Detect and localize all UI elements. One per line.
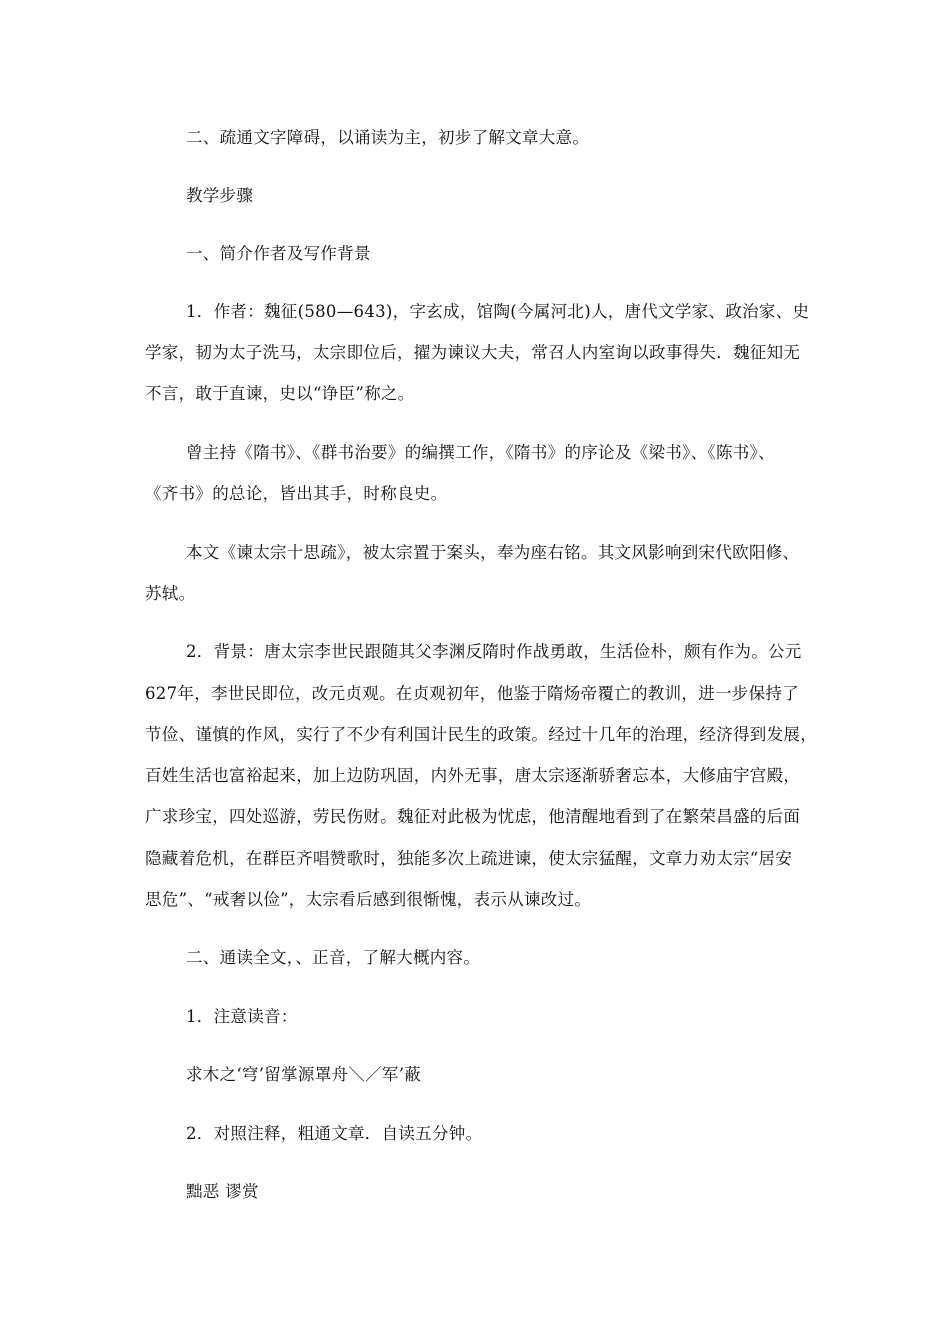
works-para-line: 曾主持《隋书》、《群书治要》的编撰工作，《隋书》的序论及《梁书》、《陈书》、: [186, 443, 775, 462]
section-2-heading: 二、通读全文，、正音，了解大概内容。: [186, 948, 481, 967]
background-para-line: 节俭、谨慎的作风，实行了不少有利国计民生的政策。经过十几年的治理，经济得到发展，: [145, 725, 817, 744]
influence-para-line: 苏轼。: [145, 584, 196, 603]
background-para-line: 627年，李世民即位，改元贞观。在贞观初年，他鉴于隋炀帝覆亡的教训，进一步保持了: [145, 684, 799, 703]
influence-para-line: 本文《谏太宗十思疏》，被太宗置于案头，奉为座右铭。其文风影响到宋代欧阳修、: [186, 543, 800, 562]
background-para-line: 思危”、“戒奢以俭”，太宗看后感到很惭愧，表示从谏改过。: [145, 890, 592, 909]
author-para-line: 不言，敢于直谏，史以“诤臣”称之。: [145, 384, 415, 403]
background-para-line: 2．背景：唐太宗李世民跟随其父李渊反隋时作战勇敢，生活俭朴，颇有作为。公元: [186, 642, 802, 661]
pronunciation-line: 求木之‘穹’留掌源罩舟＼／军’蔽: [186, 1065, 422, 1084]
objective-2: 二、疏通文字障碍，以诵读为主，初步了解文章大意。: [186, 128, 590, 147]
steps-heading: 教学步骤: [186, 186, 254, 205]
author-para-line: 1．作者：魏征(580—643)，字玄成，馆陶(今属河北)人，唐代文学家、政治家、史: [186, 302, 810, 321]
background-para-line: 百姓生活也富裕起来，加上边防巩固，内外无事，唐太宗逐渐骄奢忘本，大修庙宇宫殿，: [145, 766, 801, 785]
background-para-line: 隐藏着危机，在群臣齐唱赞歌时，独能多次上疏进谏，使太宗猛醒，文章力劝太宗“居安: [145, 849, 793, 868]
works-para-line: 《齐书》的总论，皆出其手，时称良史。: [145, 484, 448, 503]
vocab-line: 黜恶 谬赏: [186, 1182, 259, 1201]
author-para-line: 学家，韧为太子洗马，太宗即位后，擢为谏议大夫，常召人内室询以政事得失．魏征知无: [145, 343, 801, 362]
annotation-step: 2．对照注释，粗通文章．自读五分钟。: [186, 1124, 483, 1143]
pronunciation-heading: 1．注意读音：: [186, 1007, 298, 1026]
section-1-heading: 一、简介作者及写作背景: [186, 244, 371, 263]
background-para-line: 广求珍宝，四处巡游，劳民伤财。魏征对此极为忧虑，他清醒地看到了在繁荣昌盛的后面: [145, 807, 801, 826]
